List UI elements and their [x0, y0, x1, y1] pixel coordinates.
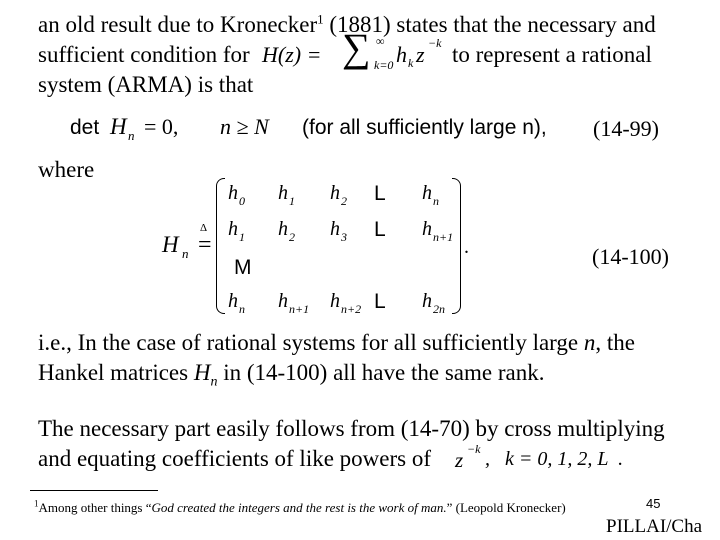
equals-zero: = 0,	[144, 114, 179, 139]
transfer-function-lhs: H(z) =	[262, 42, 322, 67]
intro-text: an old result due to Kronecker	[38, 12, 318, 37]
matrix-entry: $h_n$	[422, 182, 439, 208]
intro-line-2-b	[452, 40, 652, 70]
powers-expression	[455, 442, 655, 474]
matrix-entry: $h_0$	[228, 182, 245, 208]
term-z: z	[416, 42, 425, 67]
author-credit: PILLAI/Cha	[606, 516, 703, 537]
defined-as-equals: =	[198, 232, 212, 258]
ie-H: H	[193, 360, 211, 385]
term-z-exponent: −k	[428, 36, 442, 50]
matrix-entry: $h_{n+2}$	[330, 290, 362, 316]
matrix-entry: $h_{2n}$	[422, 290, 445, 316]
summation-symbol: ∑	[342, 25, 371, 70]
page-number: 45	[646, 496, 661, 511]
matrix-entry: L	[374, 218, 386, 241]
intro-line-2-a	[38, 40, 250, 70]
ie-line-1	[38, 328, 635, 358]
ie-text-cont: , the	[595, 330, 635, 355]
hankel-H: H	[110, 114, 127, 139]
ie-n: n	[583, 330, 596, 355]
transfer-function-equation	[262, 25, 444, 74]
footnote-marker: 1	[317, 11, 324, 27]
hankel-H-subscript: n	[128, 128, 135, 143]
ie-text: i.e., In the case of rational systems for all sufficiently large	[38, 330, 584, 355]
term-h-subscript: k	[408, 56, 414, 70]
sum-lower-limit: k=0	[374, 58, 394, 72]
where-label: where	[38, 157, 95, 182]
hankel-matrix	[222, 178, 452, 318]
matrix-entry: $h_2$	[278, 218, 295, 244]
term-h: h	[396, 42, 407, 67]
matrix-period: .	[464, 236, 469, 258]
footnote-attribution: ” (Leopold Kronecker)	[446, 500, 566, 515]
matrix-entry: $h_n$	[228, 290, 245, 316]
footnote-rule	[30, 490, 158, 491]
intro-line-3	[38, 70, 253, 100]
ie-H-subscript: n	[210, 374, 218, 390]
matrix-entry: $h_{n+1}$	[422, 218, 454, 244]
intro-text-cont: (1881) states that the necessary and	[323, 12, 656, 37]
footnote-number: 1	[34, 498, 39, 509]
intro-text-3: system (ARMA) is that	[38, 72, 254, 97]
ie-text-2: Hankel matrices	[38, 360, 194, 385]
matrix-entry: L	[374, 290, 386, 313]
ie-text-2b: in (14-100) all have the same rank.	[217, 360, 545, 385]
matrix-entry: $h_{n+1}$	[278, 290, 310, 316]
condition-text: (for all sufficiently large n),	[302, 116, 547, 139]
matrix-entry: $h_1$	[278, 182, 295, 208]
matrix-right-bracket	[452, 178, 461, 314]
matrix-entry: $h_2$	[330, 182, 347, 208]
matrix-entry: L	[374, 182, 386, 205]
equation-label-14-100: (14-100)	[592, 244, 669, 269]
power-z-exponent: −k	[467, 442, 481, 456]
matrix-entry: $h_3$	[330, 218, 347, 244]
equation-label-14-99: (14-99)	[593, 116, 659, 141]
power-z: z	[455, 448, 464, 472]
sum-upper-limit: ∞	[376, 34, 385, 48]
hankel-H-lhs-subscript: n	[182, 246, 189, 261]
condition-n-ge-N: n ≥ N	[220, 114, 269, 139]
equation-14-99	[70, 114, 590, 148]
ie-line-2	[38, 358, 544, 398]
footnote-quote: God created the integers and the rest is the work of man.	[151, 500, 447, 515]
footnote-text: Among other things “	[38, 500, 152, 515]
necessary-line-1: The necessary part easily follows from (14-70) by cross multiplying	[38, 416, 665, 441]
matrix-entry: M	[234, 256, 252, 279]
intro-text-2b: to represent a rational	[452, 42, 652, 67]
footnote	[34, 500, 566, 516]
k-values: , k = 0, 1, 2, L .	[485, 448, 624, 470]
hankel-H-lhs: H	[162, 232, 179, 257]
delta-symbol: Δ	[200, 222, 208, 234]
necessary-line-2: and equating coefficients of like powers of	[38, 446, 431, 471]
det-operator: det	[70, 116, 100, 139]
intro-text-2: sufficient condition for	[38, 42, 250, 67]
matrix-entry: $h_1$	[228, 218, 245, 244]
